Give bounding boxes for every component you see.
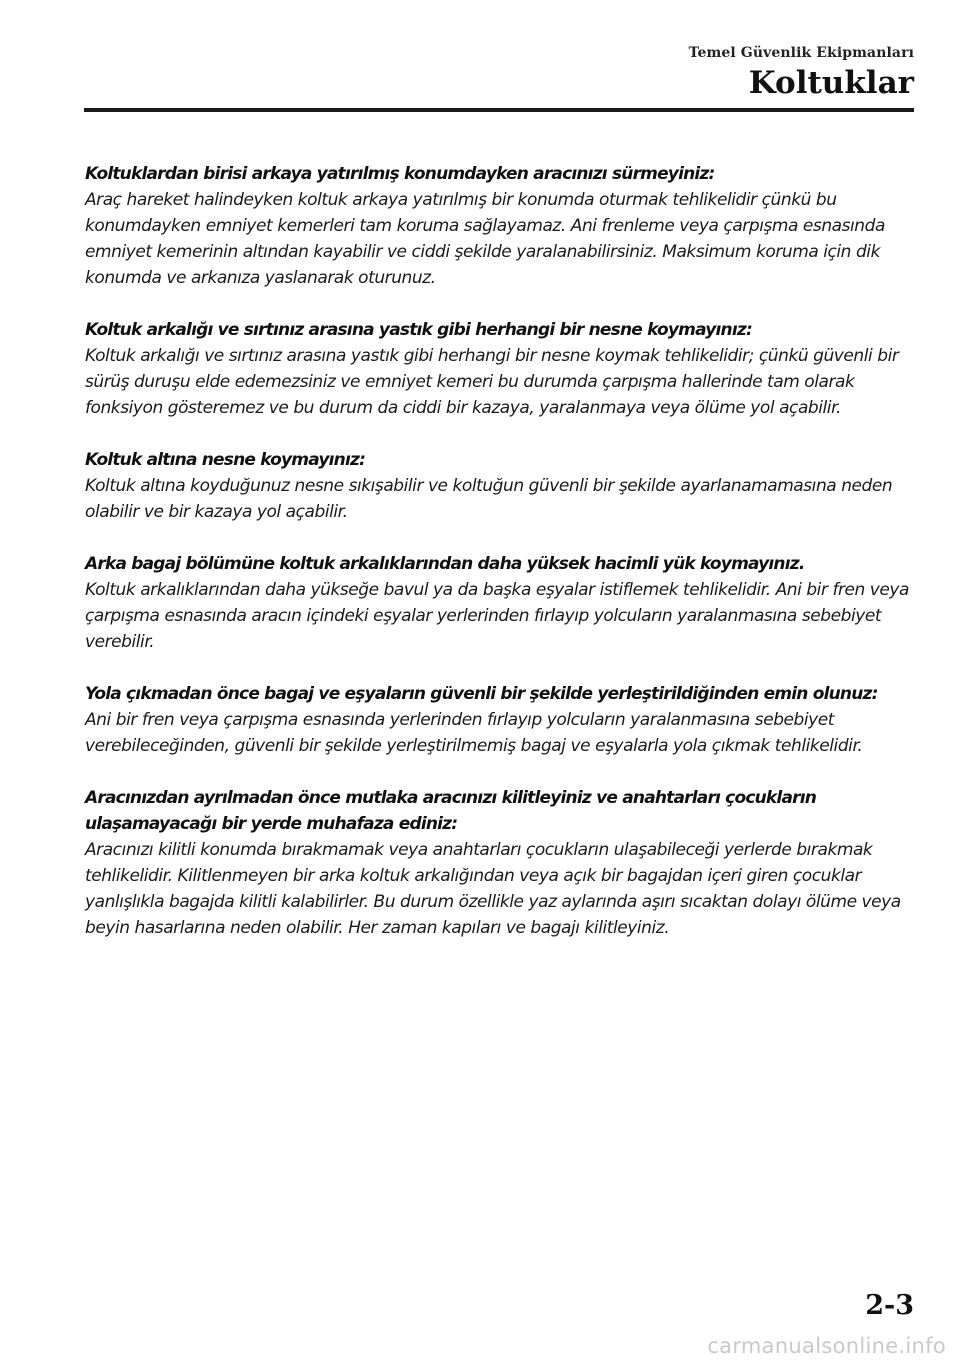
warning-block-under-seat xyxy=(85,447,915,525)
warning-block-cargo-height xyxy=(85,551,915,655)
warning-block-secure-cargo xyxy=(85,681,915,759)
warning-title: Arka bagaj bölümüne koltuk arkalıklarından daha yüksek hacimli yük koymayınız. xyxy=(85,554,805,574)
warning-body: Araç hareket halindeyken koltuk arkaya yatırılmış bir konumda oturmak tehlikelidir çünkü bu konumdayken emniyet kemerleri tam koruma sağlayamaz. Ani frenleme veya çarpışma esnasında emniyet kemerinin altından kayabilir ve ciddi şekilde yaralanabilirsiniz. Maksimum koruma için dik konumda ve arkanıza yaslanarak oturunuz. xyxy=(85,190,885,288)
warning-block-lock-vehicle xyxy=(85,785,915,941)
warning-title: Koltuklardan birisi arkaya yatırılmış konumdayken aracınızı sürmeyiniz: xyxy=(85,164,715,184)
warning-body: Koltuk altına koyduğunuz nesne sıkışabilir ve koltuğun güvenli bir şekilde ayarlanamamasına neden olabilir ve bir kazaya yol açabilir. xyxy=(85,476,893,522)
header-divider xyxy=(84,108,914,112)
warning-body: Koltuk arkalığı ve sırtınız arasına yastık gibi herhangi bir nesne koymak tehlikelidir; çünkü güvenli bir sürüş duruşu elde edemezsiniz ve emniyet kemeri bu durumda çarpışma hallerinde tam olarak fonksiyon gösteremez ve bu durum da ciddi bir kazaya, yaralanmaya veya ölüme yol açabilir. xyxy=(85,346,899,418)
warning-block-cushion xyxy=(85,317,915,421)
warning-title: Koltuk arkalığı ve sırtınız arasına yastık gibi herhangi bir nesne koymayınız: xyxy=(85,320,752,340)
page-header xyxy=(689,44,914,102)
warning-content xyxy=(85,161,915,967)
warning-block-reclined-seat xyxy=(85,161,915,291)
page-number: 2-3 xyxy=(865,1290,914,1321)
warning-body: Aracınızı kilitli konumda bırakmamak veya anahtarları çocukların ulaşabileceği yerlerde bırakmak tehlikelidir. Kilitlenmeyen bir arka koltuk arkalığından veya açık bir bagajdan içeri giren çocuklar yanlışlıkla bagajda kilitli kalabilirler. Bu durum özellikle yaz aylarında aşırı sıcaktan dolayı ölüme veya beyin hasarlarına neden olabilir. Her zaman kapıları ve bagajı kilitleyiniz. xyxy=(85,840,901,938)
warning-body: Koltuk arkalıklarından daha yükseğe bavul ya da başka eşyalar istiflemek tehlikelidir. Ani bir fren veya çarpışma esnasında aracın içindeki eşyalar yerlerinden fırlayıp yolcuların yaralanmasına sebebiyet verebilir. xyxy=(85,580,910,652)
warning-title: Koltuk altına nesne koymayınız: xyxy=(85,450,366,470)
page-title: Koltuklar xyxy=(748,65,914,101)
warning-title: Aracınızdan ayrılmadan önce mutlaka aracınızı kilitleyiniz ve anahtarları çocukların ulaşamayacağı bir yerde muhafaza ediniz: xyxy=(85,788,817,834)
warning-body: Ani bir fren veya çarpışma esnasında yerlerinden fırlayıp yolcuların yaralanmasına sebebiyet verebileceğinden, güvenli bir şekilde yerleştirilmemiş bagaj ve eşyalarla yola çıkmak tehlikelidir. xyxy=(85,710,863,756)
section-label: Temel Güvenlik Ekipmanları xyxy=(688,45,914,61)
watermark: carmanualsonline.info xyxy=(707,1334,946,1358)
warning-title: Yola çıkmadan önce bagaj ve eşyaların güvenli bir şekilde yerleştirildiğinden emin olunuz: xyxy=(85,684,878,704)
